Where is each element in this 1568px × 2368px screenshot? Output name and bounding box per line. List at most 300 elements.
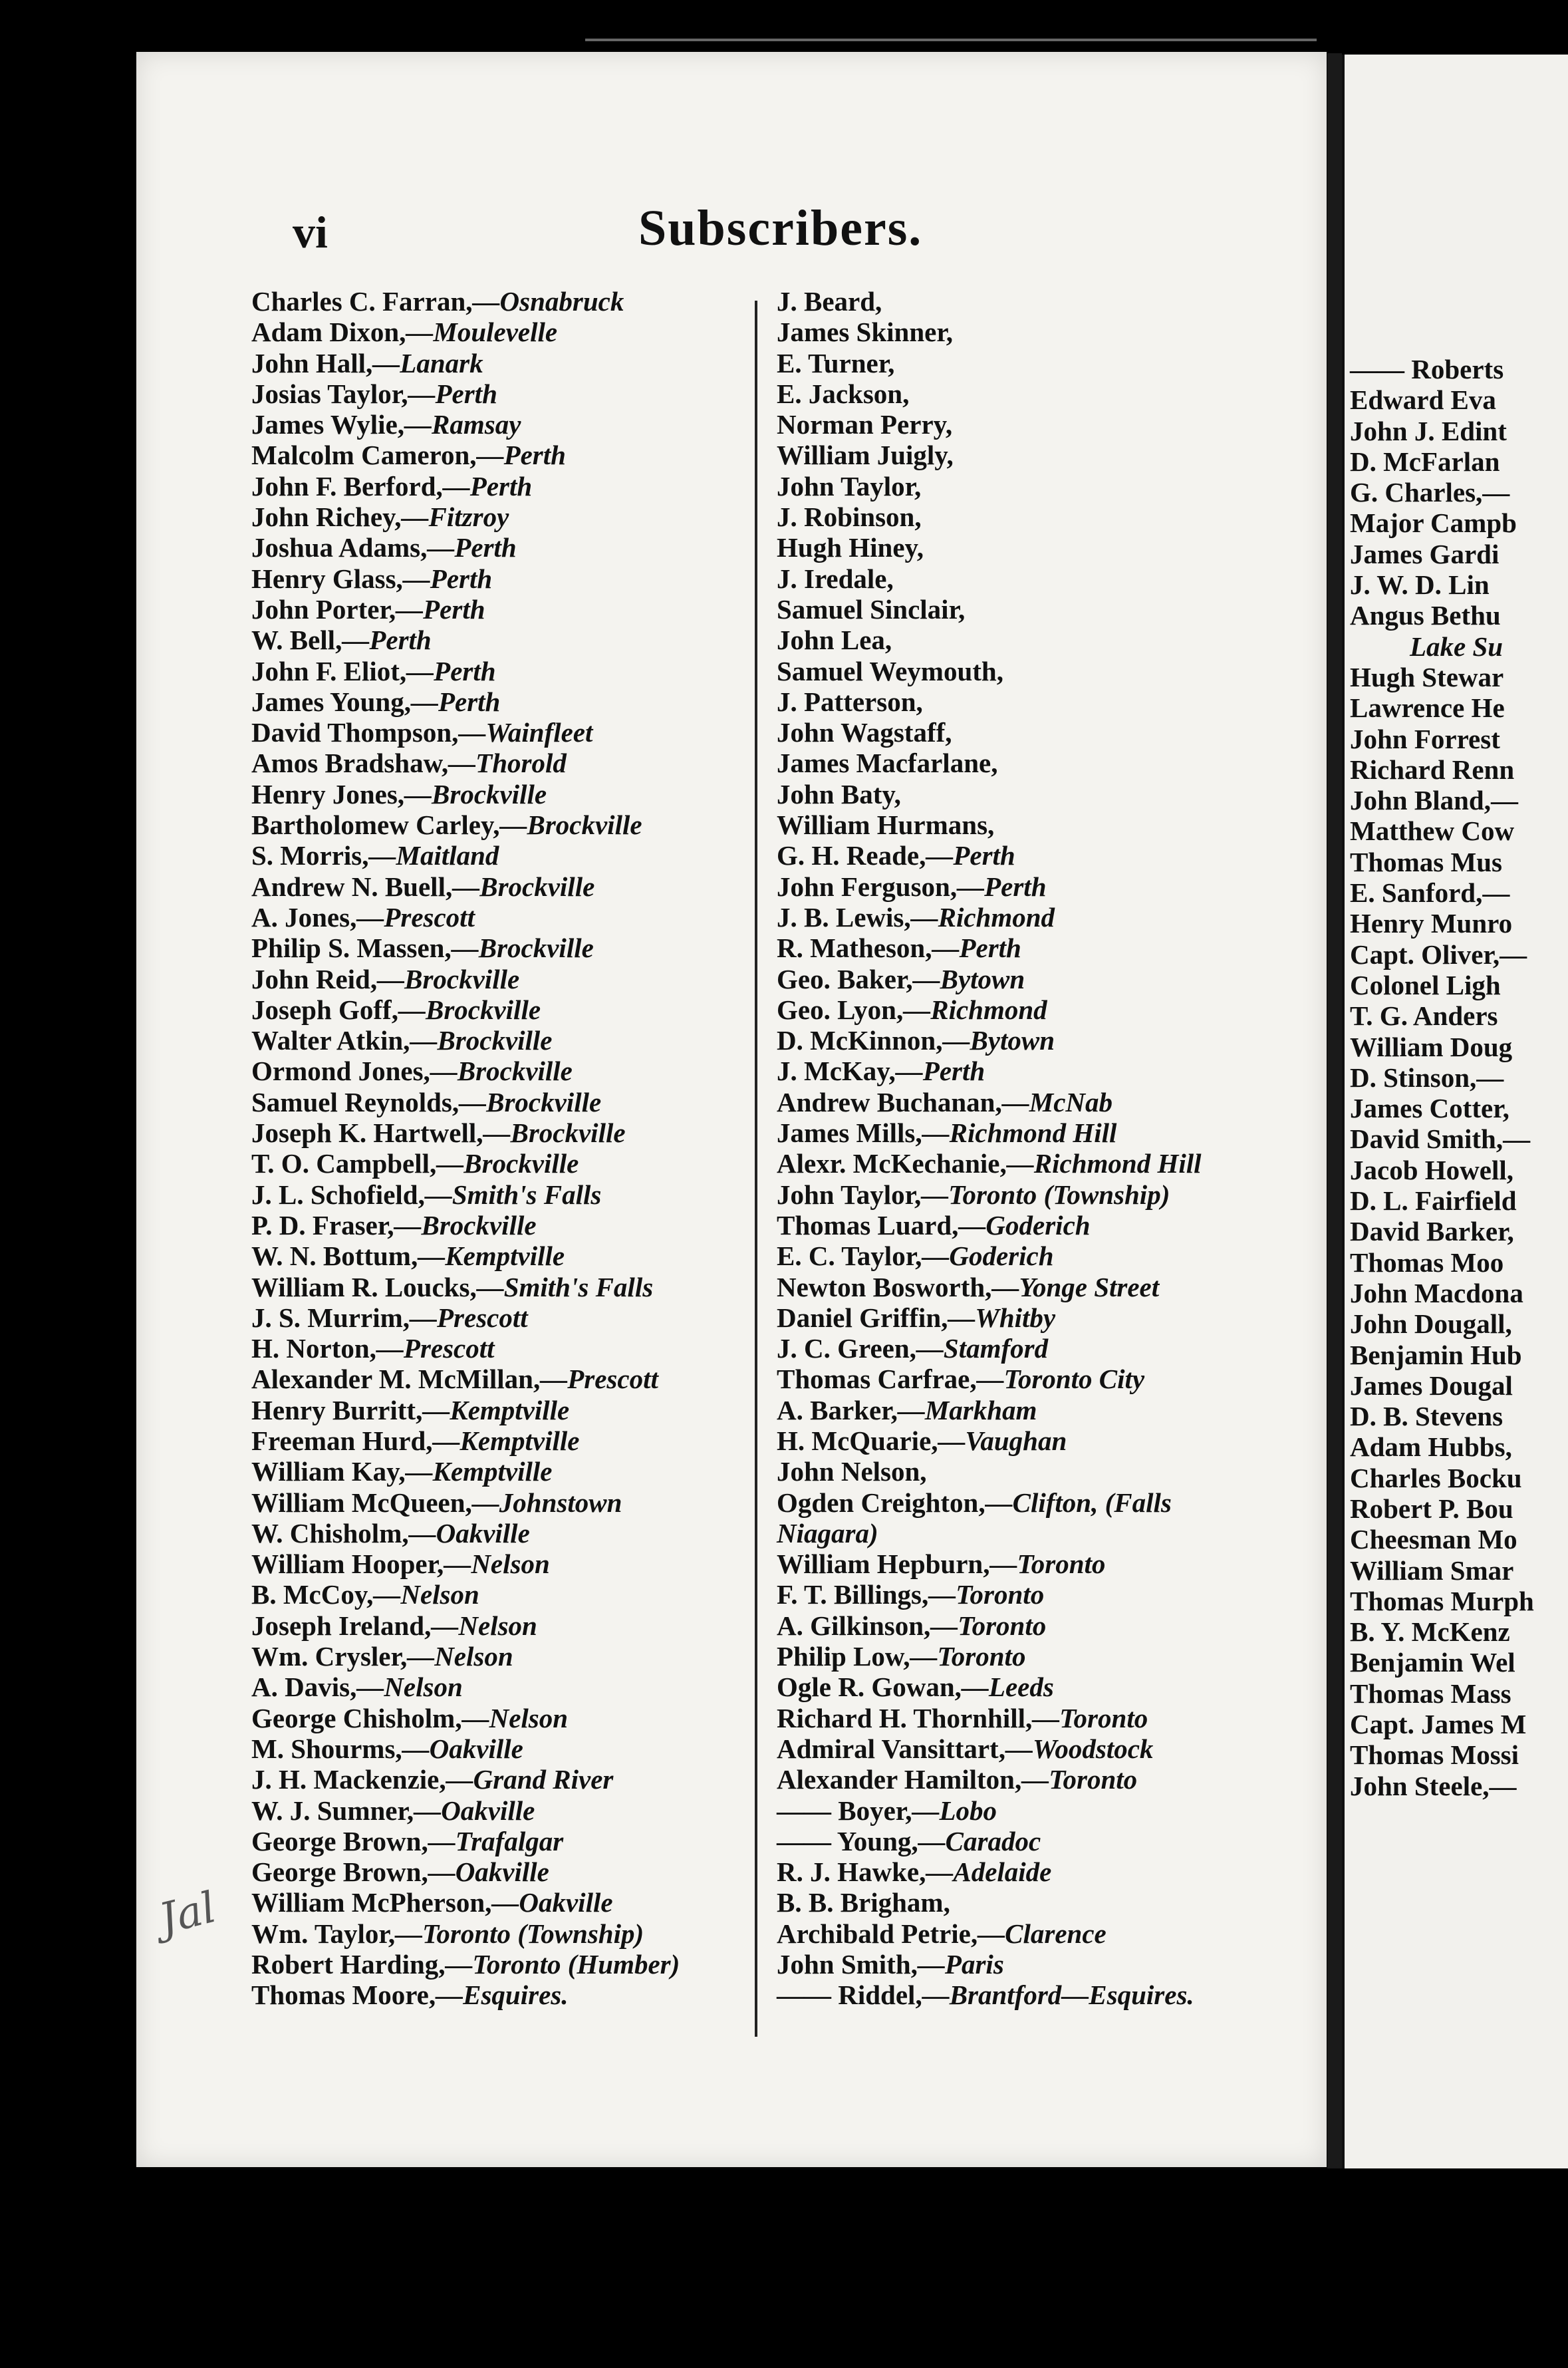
subscriber-name: Samuel Sinclair,	[777, 593, 966, 625]
subscriber-entry	[251, 563, 680, 594]
subscriber-entry	[251, 1241, 680, 1271]
subscriber-entry	[777, 994, 1202, 1025]
subscriber-name: Bartholomew Carley,	[251, 810, 500, 841]
subscriber-name: W. N. Bottum,	[251, 1241, 418, 1272]
right-page-entry: James Cotter,	[1350, 1093, 1509, 1124]
subscriber-place: —Caradoc	[918, 1825, 1041, 1856]
subscriber-entry	[251, 1549, 680, 1579]
subscriber-place: —Brantford—Esquires.	[922, 1980, 1194, 2011]
subscriber-entry	[251, 1333, 680, 1364]
subscriber-place: —Nelson	[356, 1672, 463, 1703]
right-page-entry: Richard Renn	[1350, 754, 1515, 785]
right-page-entry: Capt. James M	[1350, 1709, 1527, 1740]
subscriber-entry	[251, 1826, 680, 1856]
subscriber-name: George Brown,	[251, 1825, 428, 1856]
subscriber-place: —Nelson	[373, 1579, 479, 1610]
left-subscriber-column	[251, 286, 680, 2011]
subscriber-place: —Brockville	[410, 1025, 553, 1056]
subscriber-name: Henry Jones,	[251, 778, 405, 810]
subscriber-entry	[777, 717, 1202, 748]
subscriber-place: —Maitland	[368, 840, 499, 871]
subscriber-name: Samuel Reynolds,	[251, 1086, 459, 1117]
subscriber-name: A. Barker,	[777, 1394, 898, 1425]
subscriber-name: H. McQuarie,	[777, 1425, 938, 1456]
right-page-entry: D. McFarlan	[1350, 446, 1500, 477]
subscriber-entry	[251, 1272, 680, 1302]
subscriber-entry	[251, 1117, 680, 1148]
subscriber-name: Alexander M. McMillan,	[251, 1364, 541, 1395]
subscriber-place: —Prescott	[410, 1302, 528, 1333]
subscriber-place: —Adelaide	[926, 1856, 1052, 1888]
subscriber-place: —Kemptville	[422, 1394, 570, 1425]
right-page-entry: D. B. Stevens	[1350, 1401, 1503, 1432]
subscriber-name: J. S. Murrim,	[251, 1302, 410, 1333]
subscriber-entry	[251, 1980, 680, 2010]
subscriber-place: —Goderich	[958, 1209, 1091, 1241]
subscriber-place: —Moulevelle	[406, 317, 558, 348]
middle-subscriber-column	[777, 286, 1202, 2011]
subscriber-name: John Taylor,	[777, 1179, 922, 1210]
subscriber-name: Philip Low,	[777, 1641, 910, 1672]
subscriber-name: Ormond Jones,	[251, 1056, 430, 1087]
right-page-entry: Thomas Mus	[1350, 846, 1502, 877]
subscriber-entry	[777, 1148, 1202, 1179]
right-page-entry: Thomas Mass	[1350, 1678, 1511, 1709]
subscriber-entry	[777, 1364, 1202, 1394]
right-page-entry: Robert P. Bou	[1350, 1493, 1513, 1524]
subscriber-name: John Lea,	[777, 625, 892, 656]
subscriber-place: —Nelson	[461, 1702, 569, 1733]
subscriber-entry	[777, 1887, 1202, 1918]
right-page	[1342, 55, 1568, 2168]
subscriber-place: —Leeds	[961, 1672, 1054, 1703]
subscriber-name: John F. Berford,	[251, 470, 443, 502]
right-page-entry: Thomas Murph	[1350, 1585, 1534, 1616]
subscriber-entry	[777, 1302, 1202, 1333]
subscriber-place: —Prescott	[540, 1364, 658, 1395]
subscriber-place: —Toronto	[910, 1641, 1026, 1672]
subscriber-place: —Perth	[442, 470, 533, 502]
right-page-entry: Major Campb	[1350, 508, 1517, 539]
subscriber-name: Wm. Crysler,	[251, 1641, 408, 1672]
subscriber-name: James Wylie,	[251, 409, 405, 440]
subscriber-place: —Esquires.	[436, 1980, 569, 2011]
subscriber-entry	[251, 348, 680, 378]
right-page-entry: —— Roberts	[1350, 354, 1504, 384]
subscriber-place: —Whitby	[948, 1302, 1056, 1333]
subscriber-entry	[777, 1425, 1202, 1456]
subscriber-name: John Ferguson,	[777, 871, 958, 902]
subscriber-place: —Paris	[917, 1949, 1004, 1980]
subscriber-name: Robert Harding,	[251, 1949, 446, 1980]
right-page-entry: Adam Hubbs,	[1350, 1431, 1512, 1463]
subscriber-entry	[777, 1610, 1202, 1641]
subscriber-place: —Toronto	[989, 1549, 1106, 1580]
subscriber-entry	[777, 1641, 1202, 1672]
subscriber-place: —Richmond Hill	[1006, 1148, 1202, 1179]
subscriber-entry	[777, 625, 1202, 655]
subscriber-entry	[251, 1179, 680, 1210]
subscriber-name: Andrew Buchanan,	[777, 1086, 1002, 1117]
subscriber-name: Malcolm Cameron,	[251, 440, 477, 471]
subscriber-place: —Perth	[396, 593, 485, 625]
subscriber-name: Adam Dixon,	[251, 317, 406, 348]
subscriber-entry	[251, 1949, 680, 1980]
subscriber-place: —Oakville	[428, 1856, 549, 1888]
right-page-entry: John Bland,—	[1350, 785, 1518, 816]
subscriber-entry	[251, 1025, 680, 1056]
subscriber-entry	[251, 1148, 680, 1179]
subscriber-place: —Brockville	[404, 778, 547, 810]
subscriber-name: John Wagstaff,	[777, 717, 952, 748]
subscriber-name: E. C. Taylor,	[777, 1241, 922, 1272]
subscriber-entry	[251, 409, 680, 440]
subscriber-name: A. Gilkinson,	[777, 1610, 931, 1641]
subscriber-entry	[251, 1456, 680, 1487]
subscriber-name: Joseph Ireland,	[251, 1610, 432, 1641]
subscriber-entry	[251, 286, 680, 317]
subscriber-name: J. B. Lewis,	[777, 901, 911, 933]
subscriber-entry	[251, 1579, 680, 1610]
subscriber-name: William Juigly,	[777, 440, 954, 471]
subscriber-name: Samuel Weymouth,	[777, 655, 1003, 686]
subscriber-entry	[251, 1703, 680, 1733]
subscriber-place: —Clarence	[978, 1918, 1107, 1949]
subscriber-entry	[251, 471, 680, 502]
subscriber-entry	[251, 1764, 680, 1795]
subscriber-name: James Mills,	[777, 1117, 922, 1149]
subscriber-name: B. B. Brigham,	[777, 1887, 950, 1918]
subscriber-entry	[251, 686, 680, 717]
subscriber-place: —Richmond	[910, 901, 1055, 933]
subscriber-place: —Thorold	[448, 748, 567, 779]
subscriber-entry	[777, 1241, 1202, 1271]
subscriber-entry	[777, 1117, 1202, 1148]
subscriber-place: —Lobo	[912, 1795, 997, 1826]
subscriber-place: —Toronto City	[976, 1364, 1145, 1395]
subscriber-entry	[251, 1795, 680, 1826]
right-page-entry: James Dougal	[1350, 1370, 1513, 1401]
subscriber-place: —Fitzroy	[401, 502, 509, 533]
subscriber-entry	[777, 348, 1202, 378]
subscriber-entry	[777, 1764, 1202, 1795]
right-page-entry: Charles Bocku	[1350, 1462, 1522, 1493]
subscriber-entry	[777, 502, 1202, 532]
subscriber-entry	[777, 1549, 1202, 1579]
subscriber-name: John Richey,	[251, 502, 402, 533]
subscriber-name: R. J. Hawke,	[777, 1856, 926, 1888]
right-page-entry: Matthew Cow	[1350, 815, 1515, 847]
subscriber-entry	[777, 1518, 1202, 1549]
subscriber-entry	[251, 779, 680, 810]
subscriber-entry	[251, 1302, 680, 1333]
subscriber-place: —Nelson	[444, 1549, 550, 1580]
subscriber-name: M. Shourms,	[251, 1733, 402, 1764]
subscriber-entry	[777, 1980, 1202, 2010]
subscriber-entry	[777, 1456, 1202, 1487]
right-page-entry: Benjamin Hub	[1350, 1339, 1522, 1370]
subscriber-place: —Oakville	[408, 1517, 530, 1549]
subscriber-name: R. Matheson,	[777, 933, 932, 964]
subscriber-name: Admiral Vansittart,	[777, 1733, 1005, 1764]
subscriber-place: —Clifton, (Falls	[985, 1487, 1172, 1518]
subscriber-place: —Brockville	[483, 1117, 626, 1149]
subscriber-name: Josias Taylor,	[251, 378, 408, 409]
subscriber-place: —Vaughan	[938, 1425, 1067, 1456]
subscriber-entry	[251, 1364, 680, 1394]
subscriber-place: —Osnabruck	[472, 286, 624, 317]
subscriber-name: Ogle R. Gowan,	[777, 1672, 962, 1703]
subscriber-entry	[251, 1856, 680, 1887]
subscriber-name: J. Patterson,	[777, 686, 923, 717]
subscriber-name: Charles C. Farran,	[251, 286, 473, 317]
subscriber-place: —Kemptville	[432, 1425, 580, 1456]
right-page-entry: John J. Edint	[1350, 415, 1507, 446]
subscriber-name: Henry Burritt,	[251, 1394, 423, 1425]
subscriber-name: John Taylor,	[777, 470, 922, 502]
subscriber-name: A. Jones,	[251, 901, 357, 933]
subscriber-entry	[777, 1272, 1202, 1302]
subscriber-name: W. Bell,	[251, 625, 342, 656]
subscriber-name: E. Turner,	[777, 347, 895, 378]
subscriber-place: —Nelson	[431, 1610, 537, 1641]
subscriber-place: —Perth	[427, 532, 517, 563]
subscriber-entry	[251, 994, 680, 1025]
subscriber-entry	[777, 1826, 1202, 1856]
subscriber-entry	[777, 871, 1202, 902]
subscriber-entry	[251, 1641, 680, 1672]
subscriber-entry	[777, 1795, 1202, 1826]
subscriber-place: —Perth	[932, 933, 1021, 964]
subscriber-name: G. H. Reade,	[777, 840, 926, 871]
subscriber-entry	[777, 532, 1202, 563]
right-page-entry: John Dougall,	[1350, 1308, 1512, 1340]
subscriber-name: William Hurmans,	[777, 810, 995, 841]
subscriber-place: —Richmond Hill	[922, 1117, 1117, 1149]
right-page-entry: Thomas Moo	[1350, 1247, 1504, 1278]
subscriber-place: —Perth	[476, 440, 566, 471]
subscriber-name: William McPherson,	[251, 1887, 492, 1918]
right-page-entry: John Macdona	[1350, 1277, 1523, 1308]
subscriber-entry	[251, 502, 680, 532]
subscriber-entry	[251, 964, 680, 994]
subscriber-place: —Perth	[957, 871, 1047, 902]
subscriber-place: —Woodstock	[1005, 1733, 1154, 1764]
subscriber-name: J. H. Mackenzie,	[251, 1764, 446, 1795]
subscriber-entry	[777, 1487, 1202, 1518]
subscriber-entry	[251, 594, 680, 625]
right-page-entry: D. Stinson,—	[1350, 1062, 1504, 1093]
subscriber-entry	[251, 1918, 680, 1949]
right-page-entry: William Smar	[1350, 1554, 1514, 1586]
subscriber-name: Daniel Griffin,	[777, 1302, 948, 1333]
subscriber-name: D. McKinnon,	[777, 1025, 943, 1056]
subscriber-name: John Baty,	[777, 778, 901, 810]
subscriber-name: Ogden Creighton,	[777, 1487, 985, 1518]
page-gutter	[1327, 53, 1342, 2168]
subscriber-place: —Perth	[926, 840, 1015, 871]
right-page-entry: D. L. Fairfield	[1350, 1185, 1517, 1217]
subscriber-name: John Hall,	[251, 347, 373, 378]
subscriber-entry	[251, 1672, 680, 1702]
right-page-entry: Edward Eva	[1350, 384, 1496, 416]
right-page-entry: B. Y. McKenz	[1350, 1616, 1510, 1648]
subscriber-place: —Nelson	[407, 1641, 513, 1672]
subscriber-entry	[777, 933, 1202, 963]
top-edge-rule	[585, 39, 1317, 41]
subscriber-name: E. Jackson,	[777, 378, 910, 409]
subscriber-name: J. L. Schofield,	[251, 1179, 425, 1210]
right-page-entry: William Doug	[1350, 1031, 1513, 1062]
subscriber-place: —Goderich	[922, 1241, 1054, 1272]
subscriber-name: George Chisholm,	[251, 1702, 462, 1733]
subscriber-name: F. T. Billings,	[777, 1579, 929, 1610]
subscriber-entry	[251, 532, 680, 563]
right-page-entry: Benjamin Wel	[1350, 1647, 1515, 1678]
subscriber-name: —— Boyer,	[777, 1795, 912, 1826]
right-page-entry: Lake Su	[1410, 631, 1503, 662]
right-page-entry: John Forrest	[1350, 723, 1500, 754]
subscriber-entry	[777, 840, 1202, 871]
right-page-entry: David Smith,—	[1350, 1123, 1531, 1155]
right-page-entry: T. G. Anders	[1350, 1000, 1498, 1032]
subscriber-place: —Grand River	[446, 1764, 614, 1795]
subscriber-entry	[251, 902, 680, 933]
subscriber-name: Hugh Hiney,	[777, 532, 924, 563]
subscriber-entry	[251, 656, 680, 686]
right-page-entry: Angus Bethu	[1350, 600, 1501, 631]
subscriber-place: —Ramsay	[404, 409, 521, 440]
subscriber-name: W. Chisholm,	[251, 1517, 409, 1549]
subscriber-place: Niagara)	[777, 1517, 878, 1549]
subscriber-place: —Kemptville	[405, 1456, 553, 1487]
subscriber-name: Thomas Carfrae,	[777, 1364, 977, 1395]
subscriber-name: Henry Glass,	[251, 563, 403, 594]
page-number: vi	[293, 207, 328, 257]
subscriber-entry	[777, 594, 1202, 625]
subscriber-name: William Hepburn,	[777, 1549, 990, 1580]
subscriber-entry	[777, 317, 1202, 347]
subscriber-place: —Toronto	[930, 1610, 1047, 1641]
subscriber-entry	[777, 1856, 1202, 1887]
subscriber-place: —Oakville	[414, 1795, 535, 1826]
subscriber-place: —Toronto (Humber)	[445, 1949, 680, 1980]
subscriber-place: —Perth	[408, 378, 497, 409]
subscriber-name: Walter Atkin,	[251, 1025, 410, 1056]
subscriber-name: William Kay,	[251, 1456, 406, 1487]
subscriber-name: J. C. Green,	[777, 1333, 916, 1364]
subscriber-place: —Markham	[897, 1394, 1037, 1425]
right-page-entry: Lawrence He	[1350, 692, 1505, 724]
subscriber-entry	[777, 1733, 1202, 1764]
subscriber-name: John Smith,	[777, 1949, 918, 1980]
right-page-entry: John Steele,—	[1350, 1770, 1517, 1801]
subscriber-entry	[777, 1918, 1202, 1949]
subscriber-place: —Brockville	[499, 810, 642, 841]
subscriber-name: David Thompson,	[251, 717, 459, 748]
subscriber-place: —Yonge Street	[991, 1271, 1160, 1302]
subscriber-entry	[777, 1949, 1202, 1980]
subscriber-entry	[777, 656, 1202, 686]
subscriber-name: J. Robinson,	[777, 502, 922, 533]
subscriber-name: Joshua Adams,	[251, 532, 428, 563]
subscriber-name: —— Riddel,	[777, 1980, 922, 2011]
right-page-entry: Capt. Oliver,—	[1350, 939, 1527, 970]
subscriber-entry	[777, 686, 1202, 717]
subscriber-entry	[251, 1733, 680, 1764]
subscriber-name: Thomas Moore,	[251, 1980, 436, 2011]
subscriber-name: James Young,	[251, 686, 411, 717]
subscriber-entry	[251, 810, 680, 840]
subscriber-place: —Lanark	[372, 347, 483, 378]
subscriber-entry	[777, 810, 1202, 840]
subscriber-place: —Toronto (Township)	[395, 1918, 644, 1949]
subscriber-name: P. D. Fraser,	[251, 1209, 394, 1241]
right-page-entry: Henry Munro	[1350, 908, 1513, 939]
subscriber-name: J. Iredale,	[777, 563, 894, 594]
subscriber-name: Philip S. Massen,	[251, 933, 452, 964]
subscriber-place: —Toronto	[1032, 1702, 1148, 1733]
subscriber-place: —Smith's Falls	[476, 1271, 654, 1302]
subscriber-place: —Toronto	[1021, 1764, 1138, 1795]
subscriber-place: —Brockville	[377, 963, 520, 994]
subscriber-name: John Reid,	[251, 963, 378, 994]
subscriber-entry	[777, 471, 1202, 502]
subscriber-name: William McQueen,	[251, 1487, 472, 1518]
subscriber-entry	[777, 779, 1202, 810]
subscriber-entry	[777, 378, 1202, 409]
subscriber-place: —Smith's Falls	[424, 1179, 602, 1210]
subscriber-name: George Brown,	[251, 1856, 428, 1888]
subscriber-entry	[777, 1210, 1202, 1241]
subscriber-name: H. Norton,	[251, 1333, 376, 1364]
subscriber-name: —— Young,	[777, 1825, 918, 1856]
right-page-entry: David Barker,	[1350, 1216, 1514, 1247]
handwritten-margin-note: Jal	[154, 1882, 221, 1945]
subscriber-entry	[777, 1579, 1202, 1610]
subscriber-name: Joseph Goff,	[251, 994, 398, 1025]
subscriber-name: S. Morris,	[251, 840, 369, 871]
subscriber-entry	[251, 1210, 680, 1241]
subscriber-place: —Perth	[342, 625, 432, 656]
subscriber-name: T. O. Campbell,	[251, 1148, 437, 1179]
subscriber-place: —Oakville	[402, 1733, 523, 1764]
subscriber-place: —Kemptville	[418, 1241, 565, 1272]
subscriber-name: Wm. Taylor,	[251, 1918, 396, 1949]
subscriber-entry	[251, 1087, 680, 1117]
subscriber-name: John F. Eliot,	[251, 655, 407, 686]
subscriber-entry	[777, 902, 1202, 933]
subscriber-place: —Perth	[406, 655, 496, 686]
subscriber-place: —Perth	[410, 686, 501, 717]
subscriber-name: Geo. Lyon,	[777, 994, 904, 1025]
subscriber-place: —Johnstown	[471, 1487, 622, 1518]
subscriber-name: William Hooper,	[251, 1549, 444, 1580]
page-title: Subscribers.	[638, 200, 923, 256]
subscriber-entry	[251, 440, 680, 470]
subscriber-entry	[251, 1887, 680, 1918]
subscriber-name: Newton Bosworth,	[777, 1271, 992, 1302]
subscriber-name: William R. Loucks,	[251, 1271, 477, 1302]
subscriber-entry	[251, 378, 680, 409]
subscriber-place: —Stamford	[916, 1333, 1049, 1364]
subscriber-entry	[251, 317, 680, 347]
column-divider	[755, 301, 757, 2037]
right-page-subscriber-list	[1350, 354, 1534, 1801]
subscriber-place: —Bytown	[942, 1025, 1055, 1056]
subscriber-name: James Skinner,	[777, 317, 954, 348]
subscriber-entry	[777, 748, 1202, 778]
